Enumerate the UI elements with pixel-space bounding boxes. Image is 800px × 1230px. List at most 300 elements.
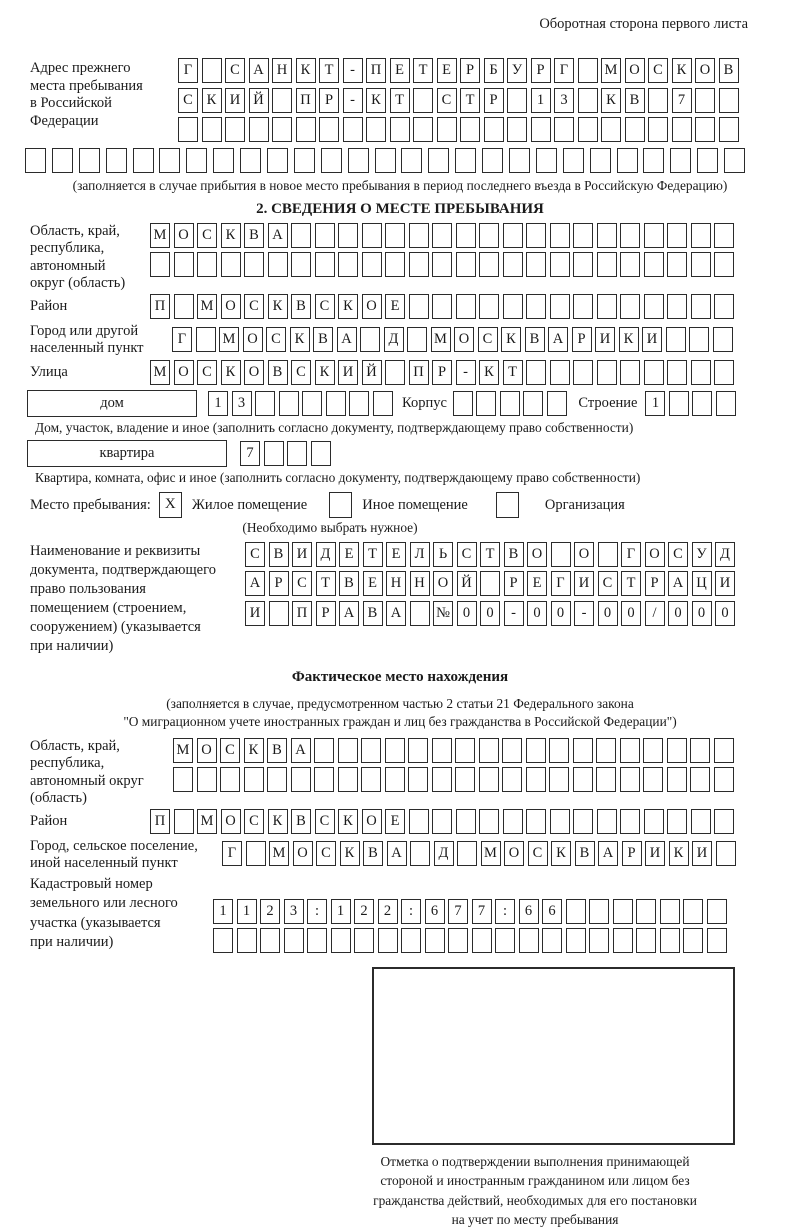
- char-box: [563, 148, 584, 173]
- char-box: В: [719, 58, 739, 83]
- char-box: 0: [668, 601, 688, 626]
- char-box: [620, 252, 640, 277]
- char-box: [448, 928, 468, 953]
- doc-rows: [245, 542, 739, 631]
- char-box: [385, 767, 405, 792]
- char-box: [573, 738, 593, 763]
- char-box: С: [668, 542, 688, 567]
- char-box: 0: [457, 601, 477, 626]
- char-box: [338, 252, 358, 277]
- fact-oblast-row-2: [173, 767, 737, 792]
- char-box: В: [363, 841, 383, 866]
- char-box: :: [307, 899, 327, 924]
- char-box: [550, 294, 570, 319]
- char-box: [174, 809, 194, 834]
- char-box: [178, 117, 198, 142]
- char-box: [526, 809, 546, 834]
- char-box: [413, 88, 433, 113]
- char-box: [385, 738, 405, 763]
- char-box: [479, 767, 499, 792]
- char-box: [502, 767, 522, 792]
- char-box: С: [292, 571, 312, 596]
- char-box: №: [433, 601, 453, 626]
- char-box: А: [339, 601, 359, 626]
- char-box: [255, 391, 275, 416]
- char-box: 0: [551, 601, 571, 626]
- char-box: А: [245, 571, 265, 596]
- char-box: [620, 223, 640, 248]
- char-box: М: [150, 223, 170, 248]
- char-box: 7: [672, 88, 692, 113]
- char-box: [714, 738, 734, 763]
- char-box: И: [595, 327, 615, 352]
- prev-address-row-4: [25, 148, 800, 173]
- char-box: [432, 767, 452, 792]
- korpus-row: [453, 391, 571, 416]
- char-box: [625, 117, 645, 142]
- fact-field-kadastr: [30, 875, 800, 958]
- char-box: [428, 148, 449, 173]
- char-box: С: [178, 88, 198, 113]
- char-box: [648, 88, 668, 113]
- char-box: [613, 928, 633, 953]
- char-box: [272, 117, 292, 142]
- char-box: [691, 809, 711, 834]
- char-box: [667, 738, 687, 763]
- gorod-label: Город или другой населенный пункт: [30, 322, 144, 356]
- char-box: Г: [172, 327, 192, 352]
- char-box: О: [625, 58, 645, 83]
- char-box: [409, 223, 429, 248]
- char-box: Р: [460, 58, 480, 83]
- char-box: [202, 58, 222, 83]
- char-box: [302, 391, 322, 416]
- char-box: [455, 738, 475, 763]
- char-box: :: [401, 899, 421, 924]
- char-box: Г: [551, 571, 571, 596]
- char-box: [526, 738, 546, 763]
- field-kvartira: [27, 440, 800, 467]
- char-box: [279, 391, 299, 416]
- char-box: 1: [331, 899, 351, 924]
- char-box: [385, 223, 405, 248]
- char-box: [343, 117, 363, 142]
- char-box: [52, 148, 73, 173]
- char-box: С: [245, 542, 265, 567]
- oblast-row-2: [150, 252, 738, 277]
- char-box: [613, 899, 633, 924]
- char-box: А: [548, 327, 568, 352]
- char-box: [691, 252, 711, 277]
- char-box: 0: [715, 601, 735, 626]
- char-box: [667, 223, 687, 248]
- doc-label: Наименование и реквизиты документа, подтверждающего право пользования помещением (строением, сооружением) (указывается при наличии): [30, 542, 216, 654]
- kadastr-row-1: [213, 899, 730, 924]
- char-box: [636, 928, 656, 953]
- char-box: Р: [432, 360, 452, 385]
- char-box: [667, 809, 687, 834]
- mesto-label: Место пребывания:: [30, 496, 151, 513]
- char-box: М: [150, 360, 170, 385]
- char-box: 2: [354, 899, 374, 924]
- char-box: В: [525, 327, 545, 352]
- char-box: [644, 809, 664, 834]
- char-box: Т: [460, 88, 480, 113]
- char-box: [213, 928, 233, 953]
- char-box: [643, 738, 663, 763]
- char-box: С: [244, 809, 264, 834]
- char-box: [456, 294, 476, 319]
- char-box: В: [504, 542, 524, 567]
- char-box: 1: [531, 88, 551, 113]
- char-box: [597, 252, 617, 277]
- char-box: В: [291, 294, 311, 319]
- char-box: [174, 294, 194, 319]
- char-box: О: [293, 841, 313, 866]
- char-box: И: [642, 327, 662, 352]
- field-gorod: [30, 323, 800, 358]
- char-box: К: [221, 360, 241, 385]
- char-box: [338, 767, 358, 792]
- char-box: [523, 391, 543, 416]
- char-box: [314, 767, 334, 792]
- char-box: А: [598, 841, 618, 866]
- char-box: 3: [232, 391, 252, 416]
- char-box: Т: [503, 360, 523, 385]
- char-box: [476, 391, 496, 416]
- char-box: [666, 327, 686, 352]
- fact-raion-row: [150, 809, 738, 834]
- char-box: [401, 928, 421, 953]
- char-box: [573, 809, 593, 834]
- char-box: [689, 327, 709, 352]
- char-box: [667, 767, 687, 792]
- char-box: [291, 767, 311, 792]
- char-box: [526, 223, 546, 248]
- char-box: К: [315, 360, 335, 385]
- char-box: 1: [645, 391, 665, 416]
- char-box: О: [527, 542, 547, 567]
- char-box: /: [645, 601, 665, 626]
- fact-gorod-label: Город, сельское поселение, иной населенный пункт: [30, 837, 198, 871]
- char-box: Е: [437, 58, 457, 83]
- char-box: Р: [572, 327, 592, 352]
- char-box: С: [316, 841, 336, 866]
- char-box: [660, 928, 680, 953]
- char-box: И: [574, 571, 594, 596]
- char-box: [596, 738, 616, 763]
- char-box: [361, 767, 381, 792]
- char-box: [542, 928, 562, 953]
- char-box: [713, 327, 733, 352]
- char-box: [484, 117, 504, 142]
- char-box: Й: [249, 88, 269, 113]
- char-box: [315, 223, 335, 248]
- char-box: [331, 928, 351, 953]
- char-box: [244, 767, 264, 792]
- stamp-area: [372, 967, 735, 1145]
- char-box: [25, 148, 46, 173]
- mesto-opt1-label: Жилое помещение: [191, 496, 308, 513]
- char-box: Р: [645, 571, 665, 596]
- doc-row-2: [245, 571, 739, 596]
- char-box: [432, 809, 452, 834]
- char-box: [401, 148, 422, 173]
- char-box: [390, 117, 410, 142]
- char-box: К: [338, 809, 358, 834]
- char-box: А: [668, 571, 688, 596]
- char-box: [197, 767, 217, 792]
- char-box: [691, 360, 711, 385]
- char-box: Ь: [433, 542, 453, 567]
- char-box: К: [290, 327, 310, 352]
- char-box: И: [292, 542, 312, 567]
- char-box: [196, 327, 216, 352]
- char-box: [617, 148, 638, 173]
- char-box: [296, 117, 316, 142]
- char-box: [644, 294, 664, 319]
- char-box: К: [340, 841, 360, 866]
- char-box: О: [645, 542, 665, 567]
- char-box: [503, 294, 523, 319]
- char-box: [502, 738, 522, 763]
- char-box: С: [598, 571, 618, 596]
- char-box: [315, 252, 335, 277]
- char-box: [551, 542, 571, 567]
- char-box: И: [245, 601, 265, 626]
- dom-box: дом: [27, 390, 197, 417]
- char-box: М: [173, 738, 193, 763]
- char-box: Г: [554, 58, 574, 83]
- char-box: 7: [472, 899, 492, 924]
- char-box: Р: [531, 58, 551, 83]
- char-box: И: [645, 841, 665, 866]
- page-header: Оборотная сторона первого листа: [539, 16, 748, 32]
- checkbox-org: [496, 492, 519, 518]
- section2-title: 2. СВЕДЕНИЯ О МЕСТЕ ПРЕБЫВАНИЯ: [256, 200, 544, 217]
- char-box: М: [601, 58, 621, 83]
- stroenie-label: Строение: [578, 395, 638, 411]
- char-box: [249, 117, 269, 142]
- char-box: [503, 252, 523, 277]
- char-box: [362, 223, 382, 248]
- char-box: -: [574, 601, 594, 626]
- char-box: [596, 767, 616, 792]
- char-box: [410, 841, 430, 866]
- char-box: [550, 223, 570, 248]
- char-box: [366, 117, 386, 142]
- char-box: В: [625, 88, 645, 113]
- char-box: [432, 738, 452, 763]
- char-box: [683, 899, 703, 924]
- mesto-note: (Необходимо выбрать нужное): [242, 519, 418, 535]
- char-box: М: [269, 841, 289, 866]
- char-box: [620, 738, 640, 763]
- char-box: [246, 841, 266, 866]
- char-box: [150, 252, 170, 277]
- char-box: [667, 252, 687, 277]
- char-box: [714, 294, 734, 319]
- prev-address-row-2: [178, 88, 742, 113]
- char-box: [578, 117, 598, 142]
- char-box: Р: [622, 841, 642, 866]
- char-box: Т: [390, 88, 410, 113]
- char-box: [311, 441, 331, 466]
- char-box: [197, 252, 217, 277]
- char-box: [287, 441, 307, 466]
- char-box: [456, 223, 476, 248]
- char-box: В: [268, 360, 288, 385]
- kvartira-row: [240, 441, 334, 466]
- char-box: [724, 148, 745, 173]
- prev-address-row-3: [178, 117, 742, 142]
- char-box: [648, 117, 668, 142]
- char-box: [268, 252, 288, 277]
- char-box: [503, 223, 523, 248]
- char-box: Т: [621, 571, 641, 596]
- char-box: [314, 738, 334, 763]
- char-box: [213, 148, 234, 173]
- char-box: 0: [598, 601, 618, 626]
- char-box: [378, 928, 398, 953]
- field-raion: [30, 294, 800, 319]
- char-box: [526, 252, 546, 277]
- char-box: [716, 841, 736, 866]
- char-box: [519, 928, 539, 953]
- fact-field-oblast: [30, 738, 800, 808]
- prev-address-label: Адрес прежнего места пребывания в Российской Федерации: [30, 60, 143, 129]
- char-box: [714, 767, 734, 792]
- char-box: Й: [457, 571, 477, 596]
- char-box: [690, 738, 710, 763]
- dom-row: [208, 391, 396, 416]
- char-box: Е: [527, 571, 547, 596]
- char-box: Д: [434, 841, 454, 866]
- char-box: С: [315, 809, 335, 834]
- char-box: [550, 252, 570, 277]
- char-box: -: [343, 88, 363, 113]
- char-box: [716, 391, 736, 416]
- char-box: Т: [413, 58, 433, 83]
- char-box: [578, 88, 598, 113]
- char-box: [267, 767, 287, 792]
- char-box: [509, 148, 530, 173]
- char-box: [453, 391, 473, 416]
- stamp-note: Отметка о подтверждении выполнения принимающей стороной и иностранным гражданином или лицом без гражданства действий, необходимых для его постановки на учет по месту пребывания: [373, 1153, 697, 1227]
- char-box: [644, 252, 664, 277]
- doc-row-3: [245, 601, 739, 626]
- prev-address-row-1: [178, 58, 742, 83]
- char-box: Е: [339, 542, 359, 567]
- char-box: [549, 738, 569, 763]
- char-box: С: [266, 327, 286, 352]
- char-box: [590, 148, 611, 173]
- char-box: [159, 148, 180, 173]
- char-box: Р: [316, 601, 336, 626]
- char-box: К: [501, 327, 521, 352]
- fact-gorod-row: [222, 841, 739, 866]
- char-box: Н: [386, 571, 406, 596]
- char-box: 2: [260, 899, 280, 924]
- kadastr-rows: [213, 899, 730, 958]
- char-box: [272, 88, 292, 113]
- char-box: 0: [527, 601, 547, 626]
- char-box: Д: [316, 542, 336, 567]
- char-box: [385, 360, 405, 385]
- char-box: [550, 809, 570, 834]
- char-box: [267, 148, 288, 173]
- char-box: [456, 809, 476, 834]
- char-box: И: [715, 571, 735, 596]
- fact-oblast-rows: [173, 738, 737, 797]
- char-box: К: [669, 841, 689, 866]
- char-box: [620, 767, 640, 792]
- fact-title: Фактическое место нахождения: [291, 668, 509, 685]
- char-box: [644, 360, 664, 385]
- char-box: О: [221, 809, 241, 834]
- char-box: Н: [410, 571, 430, 596]
- char-box: М: [197, 809, 217, 834]
- char-box: [691, 223, 711, 248]
- char-box: В: [575, 841, 595, 866]
- char-box: [291, 252, 311, 277]
- field-mesto: [30, 492, 800, 518]
- char-box: [186, 148, 207, 173]
- oblast-label: Область, край, республика, автономный округ (область): [30, 222, 126, 291]
- char-box: П: [150, 809, 170, 834]
- char-box: 1: [237, 899, 257, 924]
- char-box: [425, 928, 445, 953]
- char-box: [707, 899, 727, 924]
- char-box: [326, 391, 346, 416]
- char-box: Г: [222, 841, 242, 866]
- char-box: Е: [386, 542, 406, 567]
- char-box: П: [292, 601, 312, 626]
- raion-row: [150, 294, 738, 319]
- char-box: А: [386, 601, 406, 626]
- char-box: У: [692, 542, 712, 567]
- char-box: К: [601, 88, 621, 113]
- char-box: В: [339, 571, 359, 596]
- char-box: [202, 117, 222, 142]
- char-box: [221, 252, 241, 277]
- char-box: [589, 899, 609, 924]
- char-box: С: [457, 542, 477, 567]
- char-box: С: [197, 360, 217, 385]
- fact-field-gorod: [30, 838, 800, 873]
- char-box: [620, 294, 640, 319]
- char-box: Р: [269, 571, 289, 596]
- char-box: [479, 252, 499, 277]
- checkbox-zhiloe: X: [159, 492, 182, 518]
- field-doc: [30, 542, 800, 656]
- char-box: С: [244, 294, 264, 319]
- char-box: [598, 542, 618, 567]
- char-box: К: [672, 58, 692, 83]
- char-box: В: [267, 738, 287, 763]
- char-box: [507, 117, 527, 142]
- char-box: С: [478, 327, 498, 352]
- gorod-row: [172, 327, 736, 352]
- fact-raion-label: Район: [30, 812, 68, 829]
- char-box: [480, 571, 500, 596]
- char-box: С: [225, 58, 245, 83]
- char-box: 6: [425, 899, 445, 924]
- char-box: :: [495, 899, 515, 924]
- char-box: [554, 117, 574, 142]
- char-box: [697, 148, 718, 173]
- doc-row-1: [245, 542, 739, 567]
